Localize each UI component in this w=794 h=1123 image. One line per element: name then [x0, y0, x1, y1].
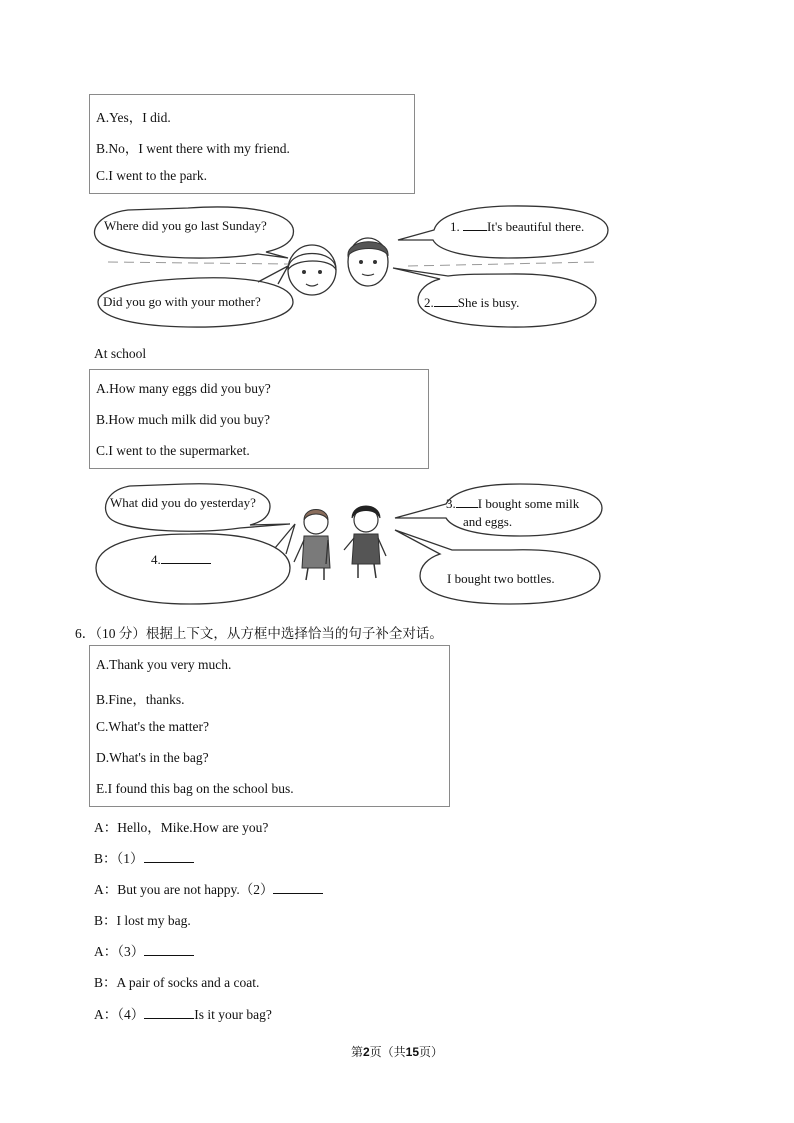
bubble-text-a1	[450, 218, 584, 235]
option-b: B.Fine，thanks.	[96, 692, 185, 707]
option-c: C.What's the matter?	[96, 719, 210, 734]
question-6-header	[75, 622, 443, 642]
options-box-6	[89, 645, 450, 807]
dialogue-text: I lost my bag.	[116, 913, 191, 928]
option-a: A.How many eggs did you buy?	[96, 381, 271, 396]
option-c: C.I went to the supermarket.	[96, 443, 250, 458]
answer-blank-q6-2[interactable]	[273, 881, 323, 894]
footer-prefix: 第	[350, 1045, 363, 1059]
question-points: （10 分）	[95, 626, 146, 641]
blank-number-1: 1.	[450, 219, 460, 234]
dialogue-line-7	[94, 1003, 272, 1023]
dialogue-text: （4）	[117, 1007, 145, 1022]
bubble-text-q1: Where did you go last Sunday?	[104, 218, 267, 233]
bubble-text-a3-line2: and eggs.	[463, 514, 513, 529]
dialogue-line-1	[94, 816, 268, 836]
dialogue-text: But you are not happy.（2）	[117, 882, 274, 897]
bubble-text-q2: Did you go with your mother?	[103, 294, 261, 309]
dialogue-text: （1）	[116, 851, 144, 866]
bubble-a2-content: She is busy.	[457, 295, 520, 310]
page-footer	[0, 1043, 794, 1060]
dialogue-line-5	[94, 940, 194, 960]
question-instruction: 根据上下文，从方框中选择恰当的句子补全对话。	[145, 626, 443, 641]
blank-number-3: 3.	[446, 496, 456, 511]
speaker: A：	[94, 1007, 118, 1022]
dialogue-text: （3）	[117, 944, 145, 959]
section-heading-at-school: At school	[94, 346, 147, 361]
speaker: A：	[94, 820, 118, 835]
option-d: D.What's in the bag?	[96, 750, 209, 765]
option-a: A.Yes，I did.	[96, 110, 171, 125]
answer-blank-q6-3[interactable]	[144, 943, 194, 956]
speaker: B：	[94, 975, 117, 990]
footer-total-pages: 15	[405, 1045, 420, 1059]
speaker: B：	[94, 851, 117, 866]
footer-suffix: 页）	[419, 1045, 444, 1059]
answer-blank-q6-4[interactable]	[144, 1006, 194, 1019]
option-b: B.How much milk did you buy?	[96, 412, 270, 427]
dialogue-line-4	[94, 909, 191, 929]
option-c: C.I went to the park.	[96, 168, 207, 183]
dialogue-line-3	[94, 878, 323, 898]
option-e: E.I found this bag on the school bus.	[96, 781, 294, 796]
footer-page-number: 2	[362, 1045, 370, 1059]
option-b: B.No，I went there with my friend.	[96, 141, 290, 156]
speaker: A：	[94, 944, 118, 959]
bubble-text-q4	[151, 551, 211, 568]
answer-blank-2[interactable]	[434, 294, 458, 307]
answer-blank-4[interactable]	[161, 551, 211, 564]
girl-figure-right-icon	[344, 506, 386, 578]
dialogue-line-2	[94, 847, 194, 867]
options-box-1	[89, 94, 415, 194]
girl-face-icon	[288, 245, 336, 295]
options-box-2	[89, 369, 429, 469]
bubble-text-q3: What did you do yesterday?	[110, 495, 256, 510]
answer-blank-3[interactable]	[456, 495, 478, 508]
dialogue-text: Hello，Mike.How are you?	[117, 820, 269, 835]
girl-figure-left-icon	[294, 510, 330, 581]
bubble-text-a4: I bought two bottles.	[447, 571, 555, 586]
dialogue-text-after: Is it your bag?	[194, 1007, 272, 1022]
blank-number-2: 2.	[424, 295, 434, 310]
speech-bubble-a4	[395, 530, 600, 604]
speech-bubble-q4	[96, 534, 290, 604]
bubble-text-a3	[446, 495, 579, 512]
bubble-a3-line1: I bought some milk	[477, 496, 580, 511]
blank-number-4: 4.	[151, 552, 161, 567]
answer-blank-1[interactable]	[463, 218, 487, 231]
speaker: A：	[94, 882, 118, 897]
bubble-a1-content: It's beautiful there.	[487, 219, 585, 234]
footer-middle: 页（共	[369, 1045, 406, 1059]
dialogue-line-6	[94, 971, 259, 991]
speaker: B：	[94, 913, 117, 928]
boy-face-icon	[348, 238, 388, 286]
bubble-text-a2	[424, 294, 519, 311]
question-number: 6．	[75, 626, 96, 641]
dialogue-text: A pair of socks and a coat.	[116, 975, 260, 990]
option-a: A.Thank you very much.	[96, 657, 232, 672]
answer-blank-q6-1[interactable]	[144, 850, 194, 863]
